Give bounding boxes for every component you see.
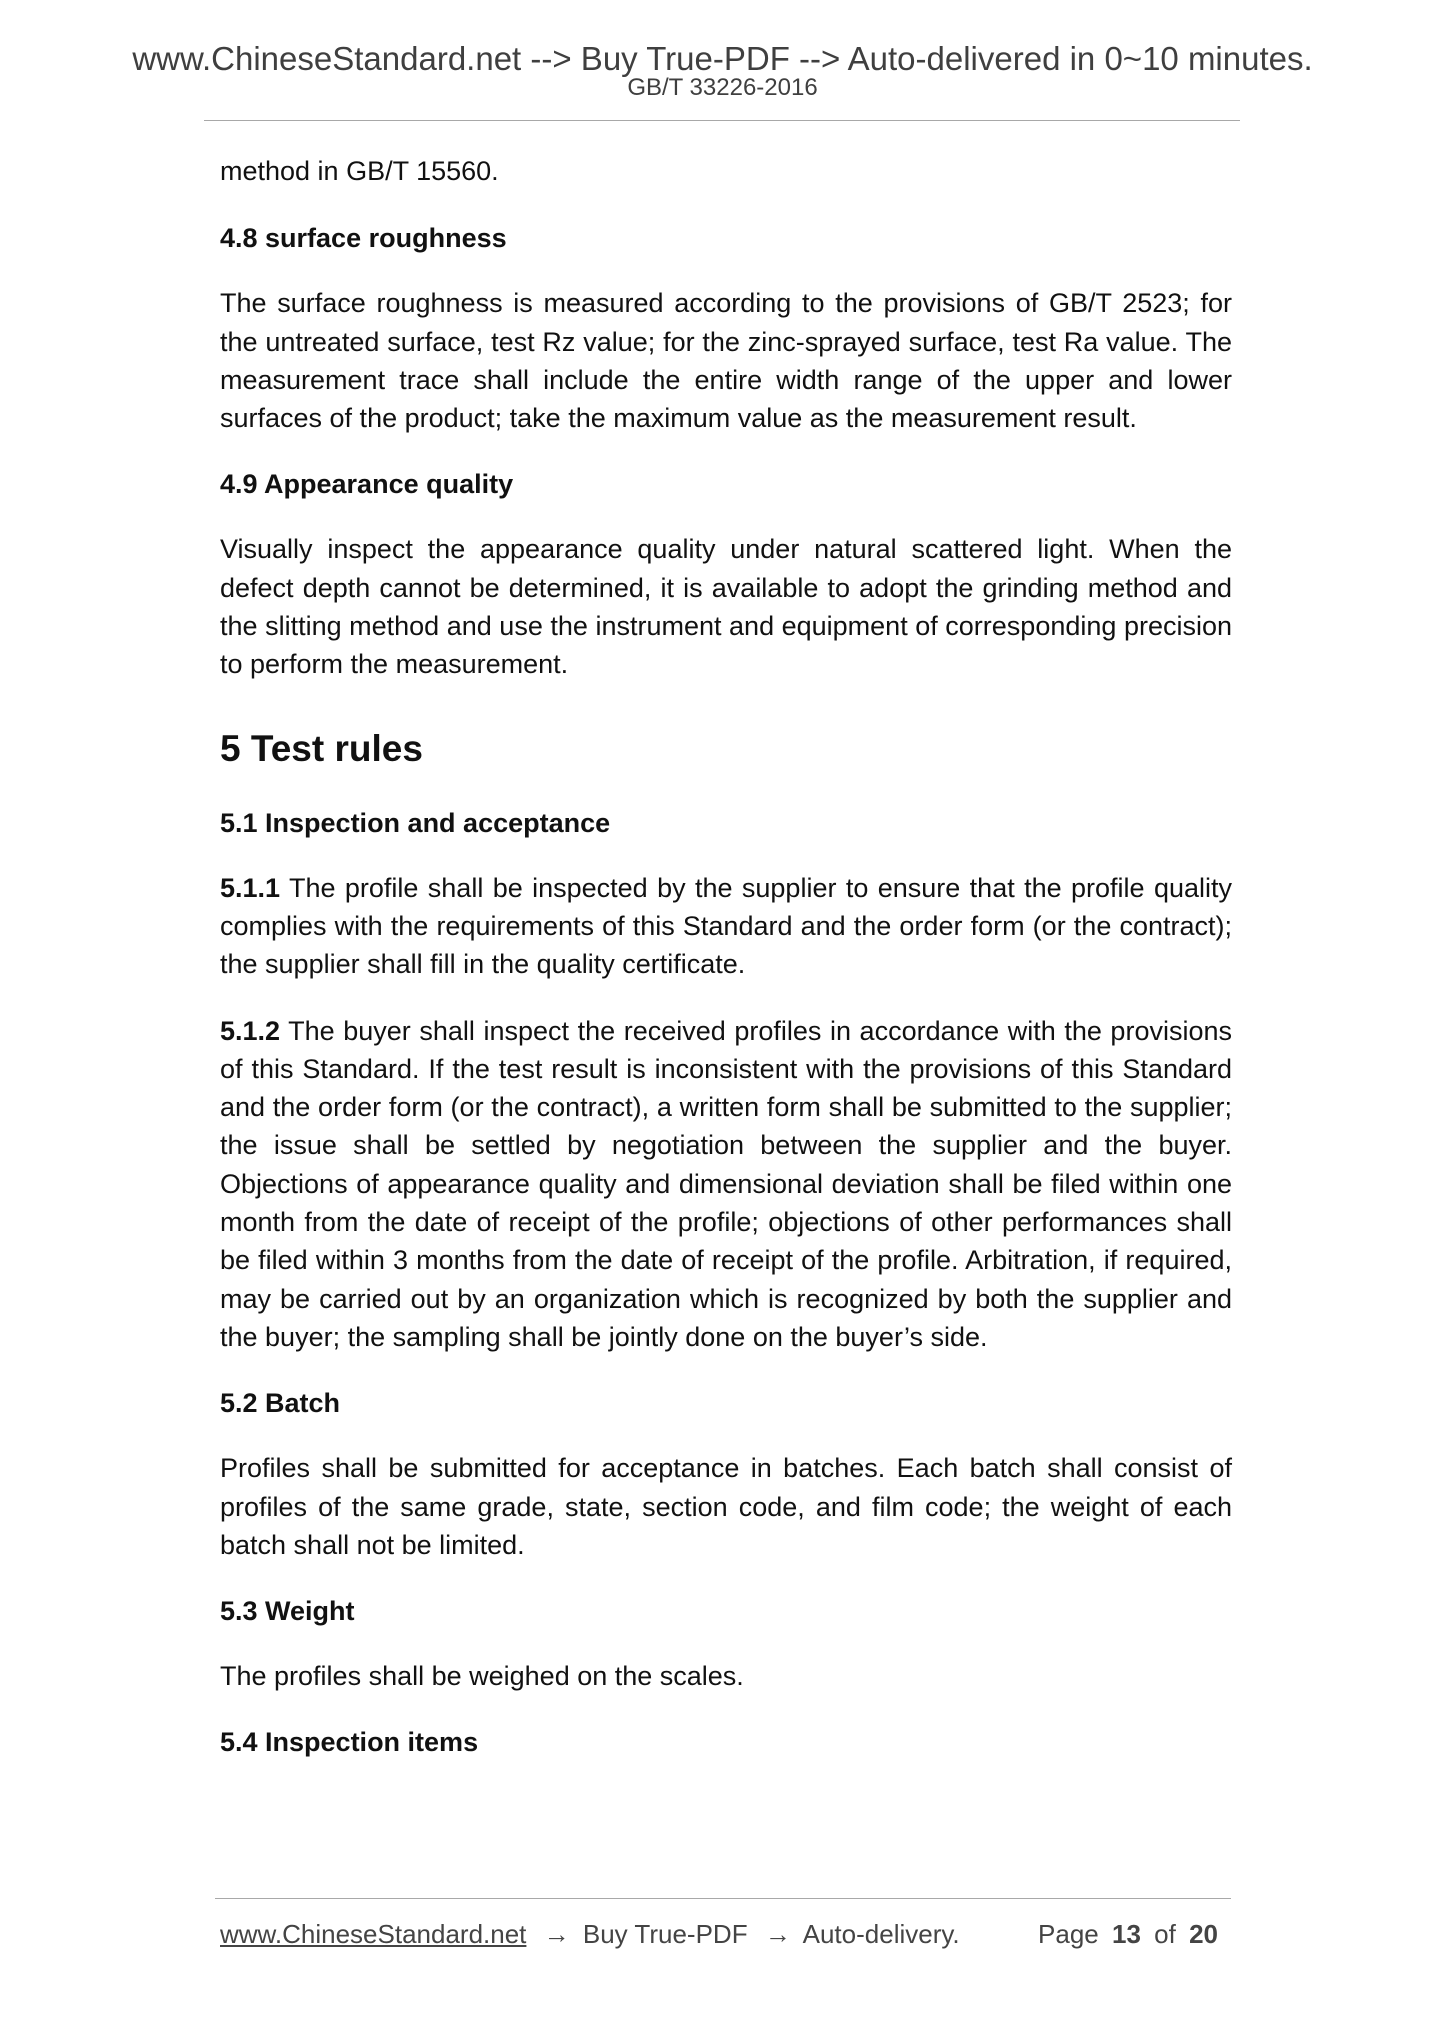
heading-5-4: 5.4 Inspection items (220, 1727, 479, 1758)
page-of: of (1154, 1919, 1176, 1949)
page-indicator (1038, 1919, 1224, 1950)
heading-5: 5 Test rules (220, 727, 423, 769)
header-banner: www.ChineseStandard.net --> Buy True-PDF --> Auto-delivered in 0~10 minutes. (132, 40, 1313, 77)
clause-number-5-1-2: 5.1.2 (220, 1015, 281, 1046)
page-content (220, 152, 1232, 1788)
paragraph-5-2: Profiles shall be submitted for acceptance in batches. Each batch shall consist of profiles of the same grade, state, section code, and film code; the weight of each batch shall not be limited. (220, 1453, 1232, 1560)
page-current: 13 (1112, 1919, 1141, 1949)
paragraph-5-1-2 (220, 1012, 1232, 1357)
page-label: Page (1038, 1919, 1099, 1949)
heading-5-2: 5.2 Batch (220, 1388, 341, 1419)
header-divider (204, 120, 1240, 121)
paragraph-5-1-1 (220, 869, 1232, 984)
heading-5-1: 5.1 Inspection and acceptance (220, 807, 611, 838)
site-link[interactable]: www.ChineseStandard.net (220, 1919, 527, 1949)
page-total: 20 (1189, 1919, 1218, 1949)
clause-number-5-1-1: 5.1.1 (220, 872, 281, 903)
clause-text-5-1-1: The profile shall be inspected by the supplier to ensure that the profile quality complies with the requirements of this Standard and the order form (or the contract); the supplier shall fill in the quality certificate. (220, 872, 1232, 980)
heading-4-9: 4.9 Appearance quality (220, 469, 514, 500)
paragraph-5-3: The profiles shall be weighed on the scales. (220, 1661, 744, 1692)
standard-code: GB/T 33226-2016 (627, 74, 818, 101)
arrow-right-icon: → (543, 1919, 570, 1949)
heading-5-3: 5.3 Weight (220, 1596, 355, 1627)
heading-4-8: 4.8 surface roughness (220, 223, 507, 254)
clause-text-5-1-2: The buyer shall inspect the received profiles in accordance with the provisions of this Standard. If the test result is inconsistent with the provisions of this Standard and the order form (or the contract), a written form shall be submitted to the supplier; the issue shall be settled by negotiation between the supplier and the buyer. Objections of appearance quality and dimensional deviation shall be filed within one month from the date of receipt of the profile; objections of other performances shall be filed within 3 months from the date of receipt of the profile. Arbitration, if required, may be carried out by an organization which is recognized by both the supplier and the buyer; the sampling shall be jointly done on the buyer’s side. (220, 1015, 1232, 1352)
buy-true-pdf-text: Buy True-PDF (582, 1919, 748, 1949)
intro-continuation: method in GB/T 15560. (220, 156, 499, 186)
footer-divider (215, 1898, 1231, 1899)
page-footer (220, 1919, 1232, 1950)
paragraph-4-8: The surface roughness is measured according to the provisions of GB/T 2523; for the untreated surface, test Rz value; for the zinc-sprayed surface, test Ra value. The measurement trace shall include the entire width range of the upper and lower surfaces of the product; take the maximum value as the measurement result. (220, 288, 1232, 434)
paragraph-4-9: Visually inspect the appearance quality under natural scattered light. When the defect depth cannot be determined, it is available to adopt the grinding method and the slitting method and use the instrument and equipment of corresponding precision to perform the measurement. (220, 534, 1232, 680)
arrow-right-icon: → (764, 1919, 791, 1949)
auto-delivery-text: Auto-delivery. (802, 1919, 960, 1949)
